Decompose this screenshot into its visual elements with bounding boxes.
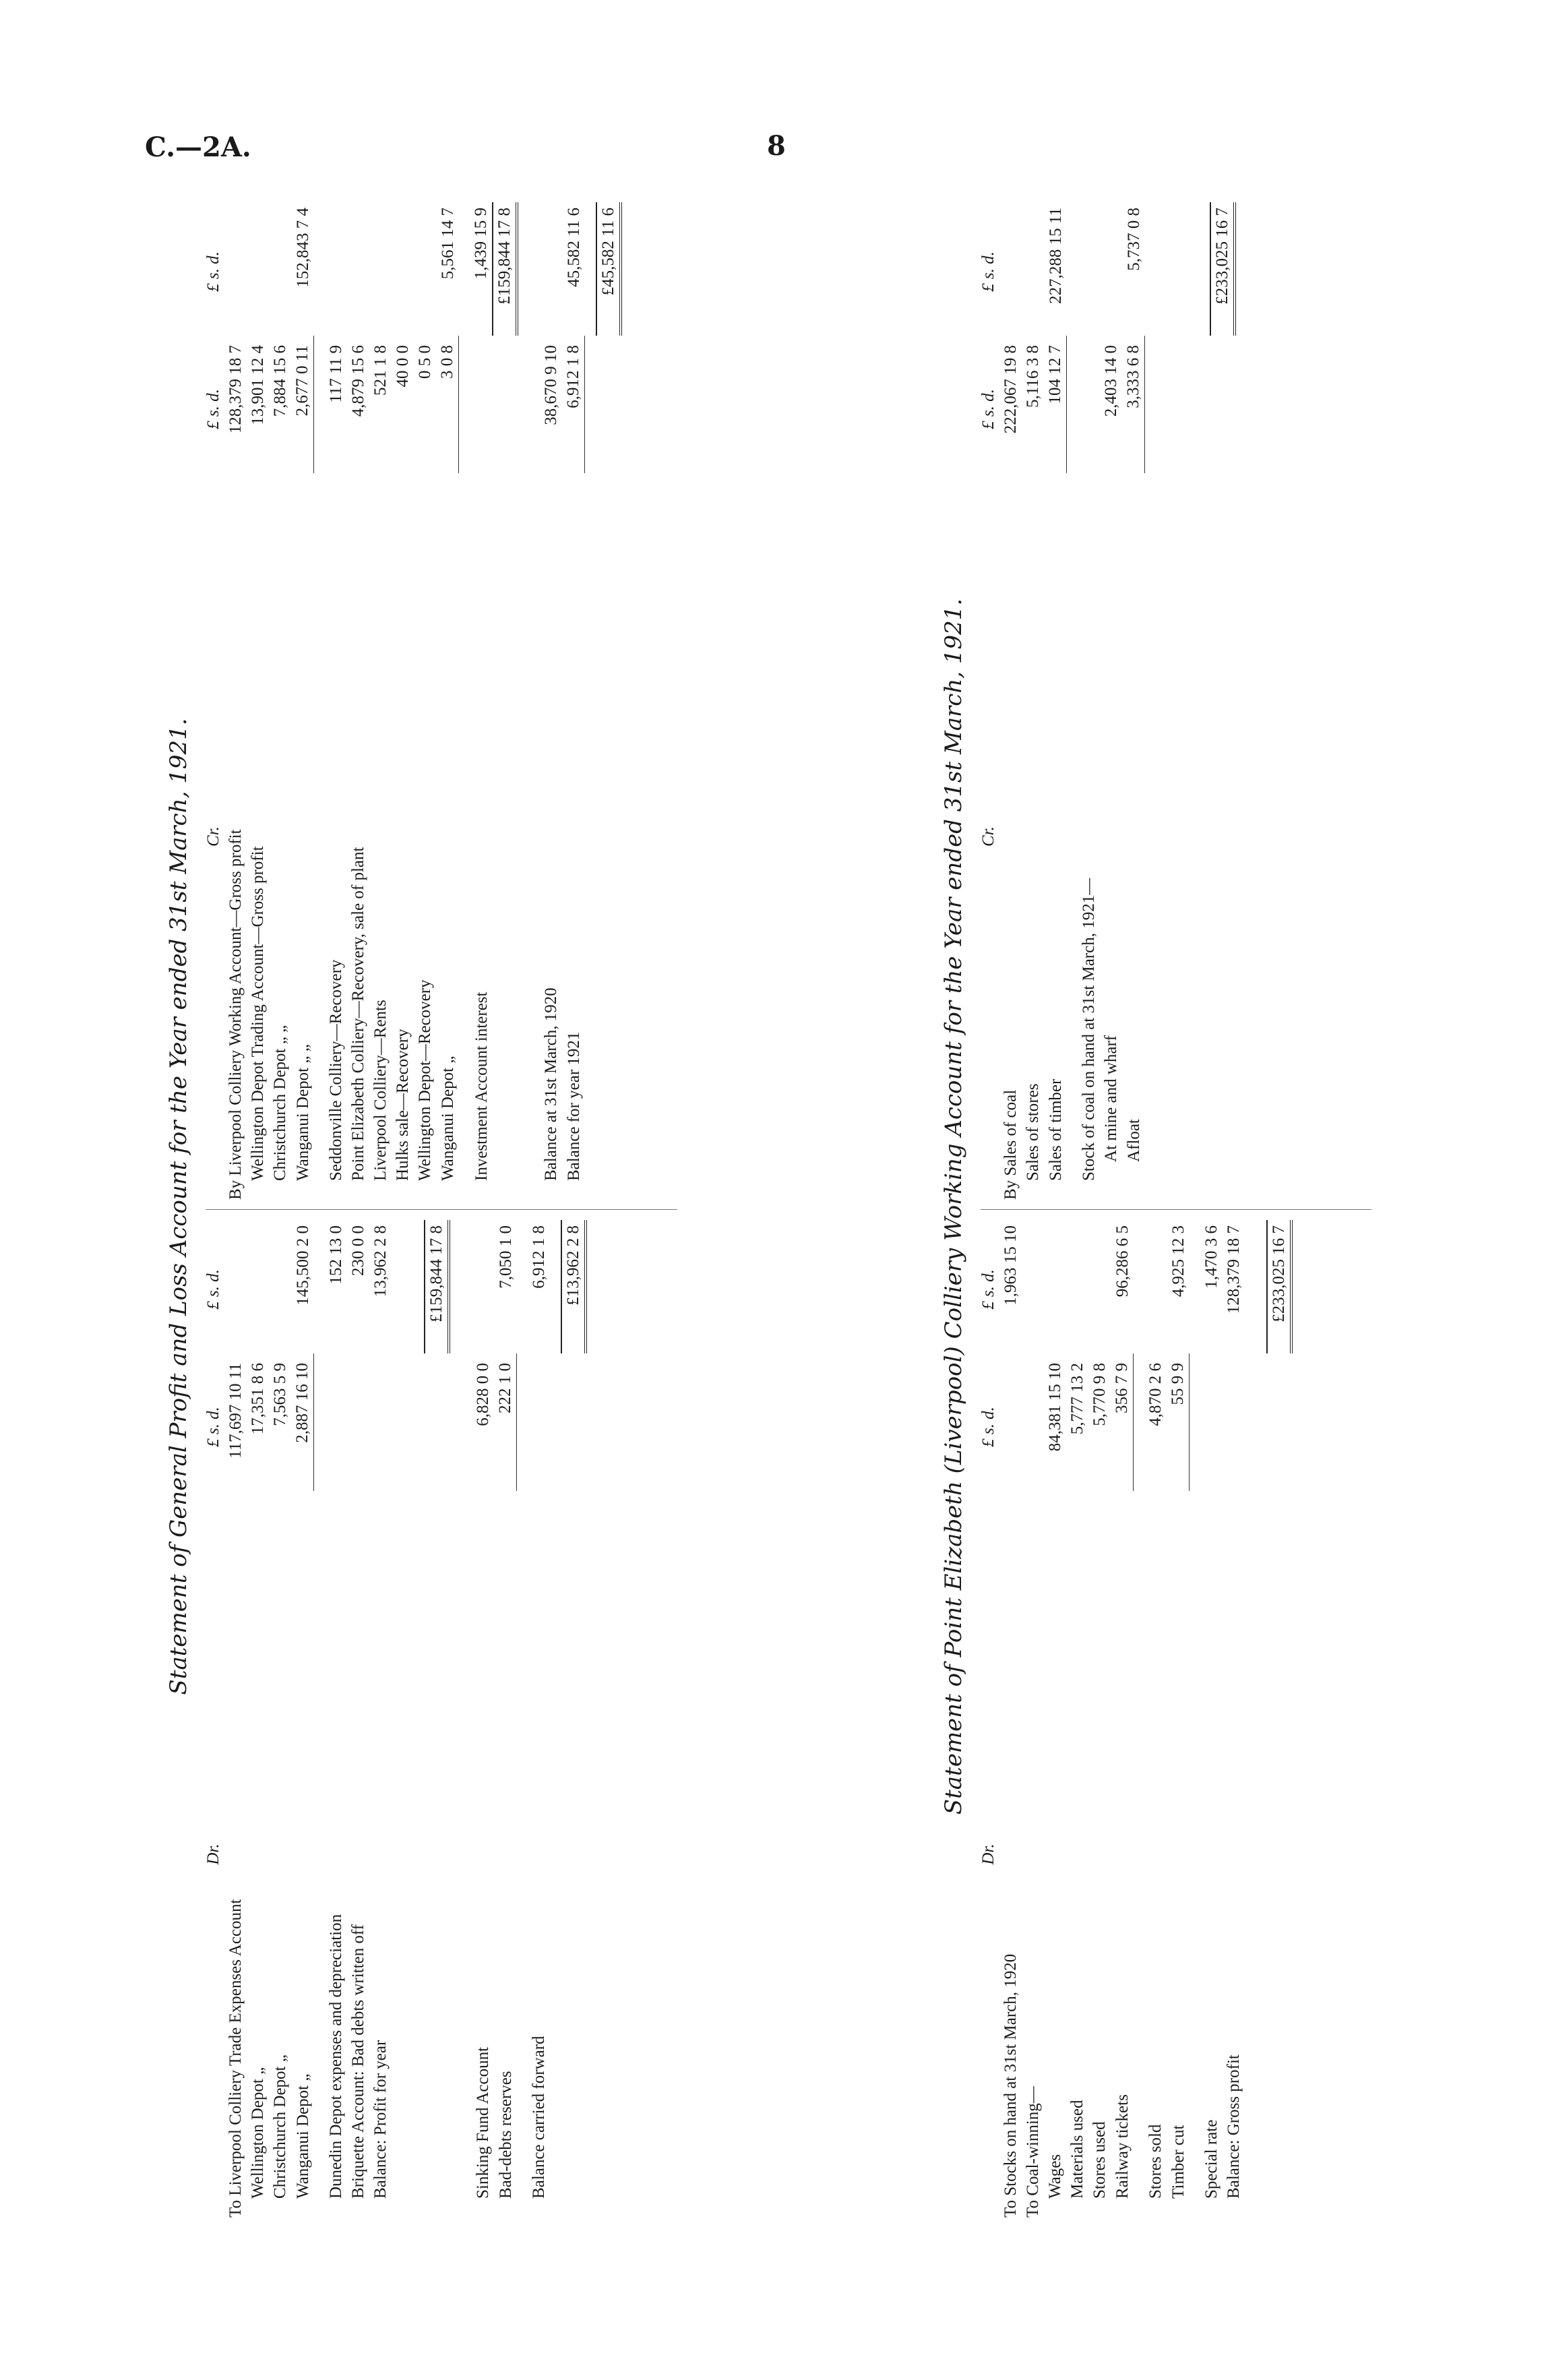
row-label: By Liverpool Colliery Working Account—Gross profit xyxy=(226,829,245,1200)
row-label: Wellington Depot Trading Account—Gross profit xyxy=(249,846,267,1181)
row-total: 227,288 15 11 xyxy=(1046,208,1065,304)
row-total xyxy=(269,202,291,336)
ledger-row xyxy=(392,202,414,1200)
row-amount: 5,116 3 8 xyxy=(1024,345,1042,408)
row-label-text: Christchurch Depot xyxy=(271,1048,289,1181)
ledger-row xyxy=(1078,202,1100,1200)
ledger-total-row xyxy=(561,1220,586,2218)
row-amount: 3,333 6 8 xyxy=(1122,336,1145,473)
ledger-row xyxy=(1022,1220,1044,2218)
ledger-row xyxy=(1122,202,1145,1200)
pence-heading: d. xyxy=(979,389,997,402)
row-label xyxy=(493,473,517,1200)
row-amount xyxy=(325,1353,347,1491)
row-total: 4,925 12 3 xyxy=(1169,1225,1187,1298)
row-amount: 3 0 8 xyxy=(436,336,459,473)
row-label: Balance: Gross profit xyxy=(1225,2054,1243,2199)
ditto-mark: „ xyxy=(438,1056,457,1064)
pence-heading: d. xyxy=(204,1269,222,1282)
row-total: 13,962 2 8 xyxy=(371,1225,390,1298)
row-label: Liverpool Colliery—Rents xyxy=(371,1000,390,1181)
row-label: Railway tickets xyxy=(1113,2094,1132,2199)
row-total xyxy=(224,202,247,336)
pounds-heading: £ xyxy=(979,421,997,429)
ledger-row xyxy=(325,202,347,1200)
row-label: Investment Account interest xyxy=(472,991,491,1181)
ditto-mark: „ „ xyxy=(271,1025,289,1045)
row-amount: 356 7 9 xyxy=(1111,1353,1134,1491)
pounds-heading: £ xyxy=(204,283,222,292)
profit-loss-debit-side xyxy=(202,1220,587,2218)
row-amount xyxy=(369,1353,392,1491)
ledger-row xyxy=(1144,1220,1167,2218)
credit-heading: Cr. xyxy=(979,826,997,847)
row-total xyxy=(1022,1220,1044,1353)
colliery-account-title: Statement of Point Elizabeth (Liverpool) Colliery Working Account for the Year ended 31st March, 1921. xyxy=(940,598,967,1815)
pounds-heading: £ xyxy=(979,1438,997,1447)
row-label: To Liverpool Colliery Trade Expenses Account xyxy=(226,1899,245,2218)
row-label: Dunedin Depot expenses and depreciation xyxy=(327,1914,345,2199)
row-label xyxy=(269,1491,291,2218)
shillings-heading: s. xyxy=(979,268,997,280)
row-label xyxy=(291,1491,314,2218)
column-headings xyxy=(202,1353,224,1491)
column-headings xyxy=(977,1220,999,1353)
row-label xyxy=(269,473,291,1200)
shillings-heading: s. xyxy=(979,1286,997,1298)
profit-loss-title: Statement of General Profit and Loss Account for the Year ended 31st March, 1921. xyxy=(165,718,192,1695)
ledger-total-row xyxy=(596,202,621,1200)
ledger-row xyxy=(1200,1220,1223,2218)
row-amount xyxy=(493,336,517,473)
row-total xyxy=(347,202,369,336)
profit-loss-credit-table xyxy=(202,202,622,1200)
ledger-row xyxy=(494,1220,517,2218)
pounds-heading: £ xyxy=(204,1301,222,1310)
ledger-row xyxy=(414,202,436,1200)
ledger-row xyxy=(347,1220,369,2218)
row-amount: 13,901 12 4 xyxy=(249,345,267,425)
row-total xyxy=(1088,1220,1111,1353)
row-amount: 117,697 10 11 xyxy=(226,1363,245,1459)
row-amount xyxy=(425,1353,449,1491)
row-total xyxy=(247,1220,269,1353)
ledger-row xyxy=(1167,1220,1190,2218)
row-label-text: Wanganui Depot xyxy=(438,1067,457,1181)
row-total: 5,737 0 8 xyxy=(1124,208,1143,271)
ledger-row xyxy=(472,1220,494,2218)
row-label: Balance carried forward xyxy=(530,2036,548,2199)
row-amount: 2,403 14 0 xyxy=(1102,345,1120,417)
column-headings xyxy=(977,336,999,473)
row-label: Balance at 31st March, 1920 xyxy=(542,987,560,1181)
colliery-debit-side xyxy=(977,1220,1293,2218)
row-total xyxy=(1022,202,1044,336)
row-total: 1,470 3 6 xyxy=(1202,1225,1221,1289)
row-total: 152 13 0 xyxy=(327,1225,345,1285)
row-total: 1,439 15 9 xyxy=(470,202,493,336)
row-total xyxy=(392,202,414,336)
row-amount xyxy=(528,1353,550,1491)
row-total xyxy=(269,1220,291,1353)
row-label: To Stocks on hand at 31st March, 1920 xyxy=(1001,1953,1020,2218)
pounds-heading: £ xyxy=(979,283,997,292)
row-label: To Coal-winning— xyxy=(1024,2086,1042,2218)
credit-heading: Cr. xyxy=(204,826,222,847)
row-amount: 7,884 15 6 xyxy=(271,345,289,417)
row-total xyxy=(1100,202,1122,336)
row-label: Bad-debts reserves xyxy=(496,2071,515,2199)
pence-heading: d. xyxy=(979,1269,997,1282)
shillings-heading: s. xyxy=(204,1424,222,1435)
row-total: £45,582 11 6 xyxy=(596,202,621,336)
row-total: 45,582 11 6 xyxy=(564,208,583,287)
ledger-row xyxy=(999,1220,1022,2218)
row-amount: 4,870 2 6 xyxy=(1146,1363,1165,1426)
profit-loss-credit-side xyxy=(202,202,622,1200)
row-label: Wellington Depot—Recovery xyxy=(416,979,434,1181)
row-amount: 40 0 0 xyxy=(394,345,412,388)
row-amount: 117 11 9 xyxy=(327,345,345,403)
page-number: 8 xyxy=(767,130,786,162)
row-total: 230 0 0 xyxy=(349,1225,367,1276)
row-label: Stores used xyxy=(1090,2121,1109,2199)
shillings-heading: s. xyxy=(979,1424,997,1435)
row-total xyxy=(325,202,347,336)
row-label: Timber cut xyxy=(1169,2125,1187,2199)
row-total: £159,844 17 8 xyxy=(425,1220,449,1353)
row-label: Point Elizabeth Colliery—Recovery, sale of plant xyxy=(349,847,367,1181)
column-divider xyxy=(981,1209,1371,1210)
shillings-heading: s. xyxy=(204,406,222,417)
ledger-row xyxy=(1044,202,1067,1200)
row-total: £159,844 17 8 xyxy=(493,202,517,336)
debit-heading: Dr. xyxy=(204,1843,222,1865)
colliery-debit-table xyxy=(977,1220,1293,2218)
ledger-row xyxy=(224,1220,247,2218)
ledger-row xyxy=(1066,1220,1088,2218)
row-label: Balance for year 1921 xyxy=(564,1031,583,1181)
row-amount: 128,379 18 7 xyxy=(226,345,245,434)
row-amount: 0 5 0 xyxy=(416,345,434,379)
row-label: Wages xyxy=(1046,2154,1064,2199)
row-amount xyxy=(999,1353,1022,1491)
ledger-row xyxy=(269,1220,291,2218)
pence-heading: d. xyxy=(979,1407,997,1420)
pence-heading: d. xyxy=(204,251,222,264)
shillings-heading: s. xyxy=(204,268,222,280)
row-total xyxy=(1044,1220,1066,1353)
ledger-total-row xyxy=(1210,202,1235,1200)
ditto-mark: „ xyxy=(271,2054,289,2063)
ledger-row xyxy=(528,1220,550,2218)
row-total: 128,379 18 7 xyxy=(1225,1225,1243,1314)
profit-loss-debit-table xyxy=(202,1220,587,2218)
row-total xyxy=(1144,1220,1167,1353)
ledger-row xyxy=(369,1220,392,2218)
ledger-row xyxy=(291,202,314,1200)
row-amount xyxy=(1210,336,1235,473)
row-label-text: Wellington Depot xyxy=(249,2079,267,2199)
row-total: 5,561 14 7 xyxy=(438,208,457,280)
ledger-row xyxy=(247,1220,269,2218)
row-total xyxy=(224,1220,247,1353)
ledger-row xyxy=(1111,1220,1134,2218)
colliery-working-account xyxy=(940,189,1371,2224)
row-amount xyxy=(1200,1353,1223,1491)
row-amount: 2,887 16 10 xyxy=(291,1353,314,1491)
row-label xyxy=(247,1491,269,2218)
ledger-total-row xyxy=(425,1220,449,2218)
row-total xyxy=(1066,1220,1088,1353)
ledger-row xyxy=(247,202,269,1200)
row-label: Sales of stores xyxy=(1024,1083,1042,1181)
row-total xyxy=(247,202,269,336)
row-amount xyxy=(1022,1353,1044,1491)
row-label: Hulks sale—Recovery xyxy=(394,1029,412,1181)
ledger-row xyxy=(291,1220,314,2218)
row-label: By Sales of coal xyxy=(1001,1089,1020,1200)
row-label-text: Wanganui Depot xyxy=(293,2085,312,2199)
ditto-mark: „ „ xyxy=(293,1044,312,1064)
row-amount: 38,670 9 10 xyxy=(542,345,560,425)
row-label xyxy=(1267,1491,1291,2218)
row-label: Briquette Account: Bad debts written off xyxy=(349,1924,367,2199)
ledger-row xyxy=(540,202,562,1200)
pence-heading: d. xyxy=(204,389,222,402)
row-label xyxy=(425,1491,449,2218)
row-amount xyxy=(561,1353,586,1491)
colliery-credit-side xyxy=(977,202,1236,1200)
row-total: £233,025 16 7 xyxy=(1210,202,1235,336)
pounds-heading: £ xyxy=(979,1301,997,1310)
ledger-row xyxy=(436,202,459,1200)
shillings-heading: s. xyxy=(204,1286,222,1298)
row-amount: 5,770 9 8 xyxy=(1090,1363,1109,1426)
row-label: Special rate xyxy=(1202,2119,1221,2199)
row-total: 7,050 1 0 xyxy=(496,1225,515,1289)
ledger-row xyxy=(1044,1220,1066,2218)
ledger-total-row xyxy=(493,202,517,1200)
pence-heading: d. xyxy=(979,251,997,264)
ditto-mark: „ xyxy=(249,2067,267,2075)
row-amount: 104 12 7 xyxy=(1044,336,1067,473)
pence-heading: d. xyxy=(204,1407,222,1420)
row-total: 152,843 7 4 xyxy=(293,208,312,288)
rotated-page-content xyxy=(165,189,1392,2224)
ledger-row xyxy=(1100,202,1122,1200)
column-headings xyxy=(202,1220,224,1353)
ditto-mark: „ xyxy=(293,2073,312,2081)
column-headings xyxy=(977,1353,999,1491)
column-headings xyxy=(202,336,224,473)
ledger-row xyxy=(1223,1220,1245,2218)
row-amount: 7,563 5 9 xyxy=(271,1363,289,1426)
row-amount xyxy=(1223,1353,1245,1491)
ledger-row xyxy=(347,202,369,1200)
row-total xyxy=(472,1220,494,1353)
row-label: Materials used xyxy=(1068,2100,1086,2199)
row-label: Seddonville Colliery—Recovery xyxy=(327,959,345,1181)
row-label: At mine and wharf xyxy=(1102,1035,1120,1162)
row-total xyxy=(369,202,392,336)
row-label xyxy=(1210,473,1235,1200)
row-total: £13,962 2 8 xyxy=(561,1220,586,1353)
row-total xyxy=(540,202,562,336)
ledger-row xyxy=(999,202,1022,1200)
row-label xyxy=(596,473,621,1200)
pounds-heading: £ xyxy=(204,421,222,429)
row-amount: 222 1 0 xyxy=(494,1353,517,1491)
column-headings xyxy=(202,202,224,336)
row-amount: 2,677 0 11 xyxy=(291,336,314,473)
row-amount: 521 1 8 xyxy=(371,345,390,396)
row-total: 6,912 1 8 xyxy=(530,1225,548,1289)
row-amount: 6,828 0 0 xyxy=(474,1363,492,1426)
row-total xyxy=(1078,202,1100,336)
row-amount: 55 9 9 xyxy=(1167,1353,1190,1491)
row-label-text: Christchurch Depot xyxy=(271,2066,289,2199)
ledger-row xyxy=(562,202,585,1200)
row-label xyxy=(436,473,459,1200)
debit-heading: Dr. xyxy=(979,1843,997,1865)
row-amount: 5,777 13 2 xyxy=(1068,1363,1086,1435)
ledger-row xyxy=(325,1220,347,2218)
row-amount xyxy=(1267,1353,1291,1491)
row-label: Stores sold xyxy=(1146,2124,1165,2199)
row-total: 1,963 15 10 xyxy=(1001,1225,1020,1306)
row-amount xyxy=(470,336,493,473)
row-amount: 6,912 1 8 xyxy=(562,336,585,473)
colliery-credit-table xyxy=(977,202,1236,1200)
ledger-row xyxy=(1088,1220,1111,2218)
ledger-row xyxy=(369,202,392,1200)
row-amount: 4,879 15 6 xyxy=(349,345,367,417)
row-amount: 17,351 8 6 xyxy=(249,1363,267,1435)
row-total: £233,025 16 7 xyxy=(1267,1220,1291,1353)
shillings-heading: s. xyxy=(979,406,997,417)
row-label: Balance: Profit for year xyxy=(371,2040,390,2199)
row-total xyxy=(414,202,436,336)
column-divider xyxy=(206,1209,677,1210)
profit-loss-statement xyxy=(165,189,718,2224)
column-headings xyxy=(977,202,999,336)
ledger-row xyxy=(470,202,493,1200)
row-label xyxy=(561,1491,586,2218)
ledger-row xyxy=(224,202,247,1200)
row-label-text: Wanganui Depot xyxy=(293,1067,312,1181)
row-total: 96,286 6 5 xyxy=(1113,1225,1132,1298)
row-label: Sinking Fund Account xyxy=(474,2046,492,2199)
ledger-row xyxy=(269,202,291,1200)
pounds-heading: £ xyxy=(204,1438,222,1447)
row-amount xyxy=(1078,336,1100,473)
row-amount: 84,381 15 10 xyxy=(1046,1363,1064,1452)
ledger-total-row xyxy=(1267,1220,1291,2218)
document-reference: C.—2A. xyxy=(145,131,251,163)
row-label: Afloat xyxy=(1124,1119,1143,1162)
ledger-row xyxy=(1022,202,1044,1200)
row-amount: 222,067 19 8 xyxy=(1001,345,1020,434)
row-amount xyxy=(596,336,621,473)
row-total: 145,500 2 0 xyxy=(293,1225,312,1306)
row-label: Sales of timber xyxy=(1046,1078,1065,1181)
row-amount xyxy=(347,1353,369,1491)
row-total xyxy=(999,202,1022,336)
row-label xyxy=(291,473,314,1200)
row-label: Stock of coal on hand at 31st March, 1921— xyxy=(1080,878,1098,1181)
